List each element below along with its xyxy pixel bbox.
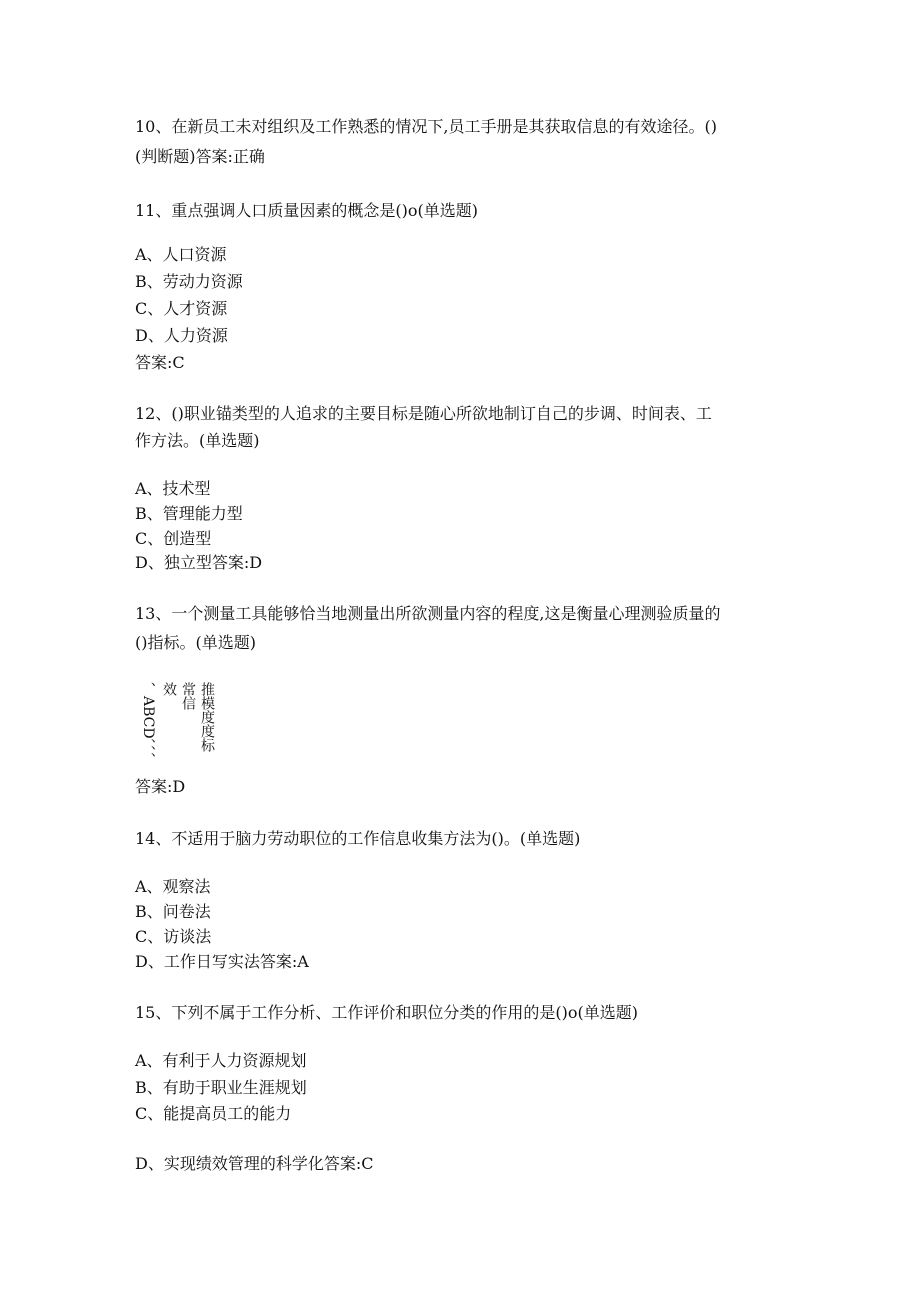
q13-vertical-options-2: 效	[161, 682, 177, 696]
q14-option-d: D、工作日写实法答案:A	[135, 952, 309, 971]
q10-line-1: 10、在新员工未对组织及工作熟悉的情况下,员工手册是其获取信息的有效途径。()	[135, 117, 717, 136]
q15-stem: 15、下列不属于工作分析、工作评价和职位分类的作用的是()o(单选题)	[135, 1003, 638, 1022]
q11-option-a: A、人口资源	[135, 245, 227, 264]
q11-stem: 11、重点强调人口质量因素的概念是()o(单选题)	[135, 201, 478, 220]
q11-option-b: B、劳动力资源	[135, 272, 243, 291]
q13-line-1: 13、一个测量工具能够恰当地测量出所欲测量内容的程度,这是衡量心理测验质量的	[135, 604, 721, 623]
q11-answer: 答案:C	[135, 353, 185, 372]
q13-vertical-options-4: 推模度度标	[199, 682, 215, 752]
q15-option-b: B、有助于职业生涯规划	[135, 1078, 307, 1097]
q14-stem: 14、不适用于脑力劳动职位的工作信息收集方法为()。(单选题)	[135, 829, 581, 848]
q12-line-1: 12、()职业锚类型的人追求的主要目标是随心所欲地制订自己的步调、时间表、工	[135, 404, 712, 423]
q11-option-d: D、人力资源	[135, 326, 228, 345]
q12-option-c: C、创造型	[135, 529, 212, 548]
q10-line-2: (判断题)答案:正确	[135, 147, 265, 166]
q11-option-c: C、人才资源	[135, 299, 228, 318]
q13-vertical-options-1: 、ABCD、、、	[140, 682, 156, 767]
q12-option-d: D、独立型答案:D	[135, 553, 263, 572]
q12-option-b: B、管理能力型	[135, 504, 243, 523]
q14-option-b: B、问卷法	[135, 902, 211, 921]
q13-vertical-options-3: 常信	[180, 682, 196, 710]
q15-option-a: A、有利于人力资源规划	[135, 1051, 307, 1070]
q14-option-c: C、访谈法	[135, 927, 212, 946]
q12-line-2: 作方法。(单选题)	[135, 431, 260, 450]
q14-option-a: A、观察法	[135, 877, 211, 896]
q15-option-d: D、实现绩效管理的科学化答案:C	[135, 1154, 374, 1173]
q15-option-c: C、能提高员工的能力	[135, 1104, 292, 1123]
q13-answer: 答案:D	[135, 777, 186, 796]
q13-line-2: ()指标。(单选题)	[135, 633, 256, 652]
q12-option-a: A、技术型	[135, 479, 211, 498]
